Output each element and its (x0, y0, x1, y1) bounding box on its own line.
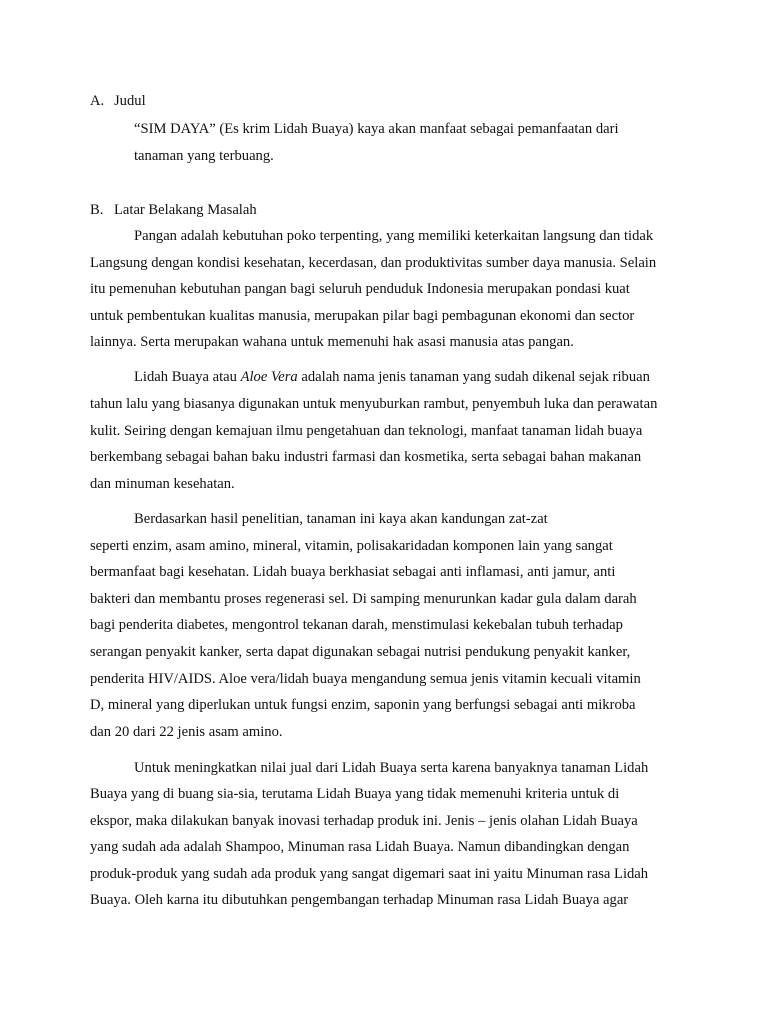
paragraph-line: bagi penderita diabetes, mengontrol tekanan darah, menstimulasi kekebalan tubuh terhadap (90, 617, 623, 633)
section-b-heading: Latar Belakang Masalah (114, 202, 257, 218)
paragraph-line: dan 20 dari 22 jenis asam amino. (90, 724, 283, 740)
paragraph-line: Buaya yang di buang sia-sia, terutama Lidah Buaya yang tidak memenuhi kriteria untuk di (90, 786, 620, 802)
paragraph-line: tahun lalu yang biasanya digunakan untuk menyuburkan rambut, penyembuh luka dan perawatan (90, 396, 658, 412)
paragraph-line: kulit. Seiring dengan kemajuan ilmu pengetahuan dan teknologi, manfaat tanaman lidah buaya (90, 423, 643, 439)
paragraph-line: lainnya. Serta merupakan wahana untuk memenuhi hak asasi manusia atas pangan. (90, 334, 574, 350)
italic-term: Aloe Vera (240, 369, 298, 385)
section-a-letter: A. (90, 93, 105, 109)
text-run: Lidah Buaya atau (134, 369, 241, 385)
paragraph-line: bakteri dan membantu proses regenerasi sel. Di samping menurunkan kadar gula dalam darah (90, 591, 637, 607)
paragraph-line: serangan penyakit kanker, serta dapat digunakan sebagai nutrisi pendukung penyakit kanker, (90, 644, 631, 660)
paragraph-line: D, mineral yang diperlukan untuk fungsi enzim, saponin yang berfungsi sebagai anti mikroba (90, 697, 636, 713)
paragraph-line: dan minuman kesehatan. (90, 476, 235, 492)
paragraph-line: Berdasarkan hasil penelitian, tanaman ini kaya akan kandungan zat-zat (134, 511, 548, 527)
paragraph-line: Pangan adalah kebutuhan poko terpenting, yang memiliki keterkaitan langsung dan tidak (134, 228, 654, 244)
section-b-letter: B. (90, 202, 104, 218)
paragraph-line: bermanfaat bagi kesehatan. Lidah buaya berkhasiat sebagai anti inflamasi, anti jamur, anti (90, 564, 616, 580)
section-a-heading: Judul (114, 93, 146, 109)
paragraph-line: yang sudah ada adalah Shampoo, Minuman rasa Lidah Buaya. Namun dibandingkan dengan (90, 839, 630, 855)
title-line: “SIM DAYA” (Es krim Lidah Buaya) kaya akan manfaat sebagai pemanfaatan dari (134, 121, 619, 137)
paragraph-line: berkembang sebagai bahan baku industri farmasi dan kosmetika, serta sebagai bahan makanan (90, 449, 642, 465)
paragraph-line: ekspor, maka dilakukan banyak inovasi terhadap produk ini. Jenis – jenis olahan Lidah Buaya (90, 813, 638, 829)
paragraph-line: Untuk meningkatkan nilai jual dari Lidah Buaya serta karena banyaknya tanaman Lidah (134, 760, 649, 776)
title-line: tanaman yang terbuang. (134, 148, 274, 164)
paragraph-line: produk-produk yang sudah ada produk yang sangat digemari saat ini yaitu Minuman rasa Lidah (90, 866, 649, 882)
paragraph-line (134, 368, 650, 386)
paragraph-line: Buaya. Oleh karna itu dibutuhkan pengembangan terhadap Minuman rasa Lidah Buaya agar (90, 892, 629, 908)
paragraph-line: itu pemenuhan kebutuhan pangan bagi seluruh penduduk Indonesia merupakan pondasi kuat (90, 281, 630, 297)
paragraph-line: untuk pembentukan kualitas manusia, merupakan pilar bagi pembagunan ekonomi dan sector (90, 308, 635, 324)
paragraph-line: Langsung dengan kondisi kesehatan, kecerdasan, dan produktivitas sumber daya manusia. Selain (90, 255, 657, 271)
paragraph-line: seperti enzim, asam amino, mineral, vitamin, polisakaridadan komponen lain yang sangat (90, 538, 613, 554)
text-run: adalah nama jenis tanaman yang sudah dikenal sejak ribuan (297, 369, 650, 385)
paragraph-line: penderita HIV/AIDS. Aloe vera/lidah buaya mengandung semua jenis vitamin kecuali vitamin (90, 671, 641, 687)
